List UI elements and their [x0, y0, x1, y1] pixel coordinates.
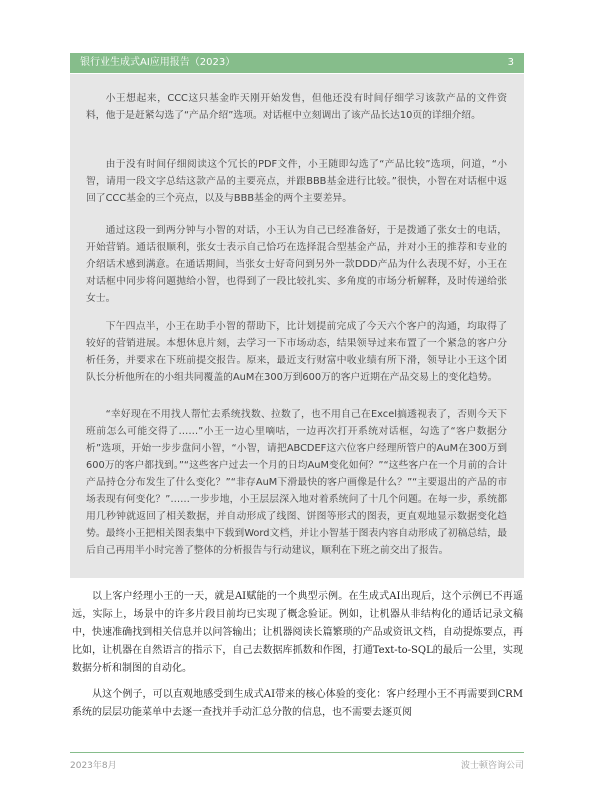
body-paragraph-1: 以上客户经理小王的一天，就是AI赋能的一个典型示例。在生成式AI出现后，这个示例已不再遥远，实际上，场景中的许多片段目前均已实现了概念验证。例如，让机器从非结构化的通话记录文稿中，快速准确找到相关信息并以问答输出；让机器阅读长篇繁琐的产品或资讯文档，自动提炼要点，再比如，让机器在自然语言的指示下，自己去数据库抓数和作图，打通Text-to-SQL的最后一公里，实现数据分析和制图的自动化。 — [72, 591, 523, 674]
footer-date: 2023年8月 — [70, 761, 117, 771]
page-number: 3 — [507, 57, 514, 68]
report-title: 银行业生成式AI应用报告（2023） — [80, 57, 236, 68]
story-paragraph-2: 由于没有时间仔细阅读这个冗长的PDF文件，小王随即勾选了“产品比较”选项，问道，“小智，请用一段文字总结这款产品的主要亮点，并跟BBB基金进行比较。”很快，小智在对话框中返回了CCC基金的三个亮点，以及与BBB基金的两个主要差异。 — [86, 159, 507, 204]
footer-rule — [70, 752, 524, 753]
story-paragraph-5: “幸好现在不用找人帮忙去系统找数、拉数了，也不用自己在Excel搞透视表了，否则今天下班前怎么可能交得了……”小王一边心里嘀咕，一边再次打开系统对话框，勾选了“客户数据分析”选项，开始一步步盘问小智，“小智，请把ABCDEF这六位客户经理所管户的AuM在300万到600万的客户都找到。”“这些客户过去一个月的日均AuM变化如何？”“这些客户在一个月前的合计产品持仓分布发生了什么变化？”“非存AuM下滑最快的客户画像是什么？”“主要退出的产品的市场表现有何变化？”……一步步地，小王层层深入地对着系统问了十几个问题。在每一步，系统都用几秒钟就返回了相关数据，并自动形成了线图、饼图等形式的图表，更直观地显示数据变化趋势。最终小王把相关图表集中下载到Word文档，并让小智基于图表内容自动形成了初稿总结，最后自己再用半小时完善了整体的分析报告与行动建议，顺利在下班之前交出了报告。 — [86, 409, 507, 556]
story-paragraph-4: 下午四点半，小王在助手小智的帮助下，比计划提前完成了今天六个客户的沟通，均取得了较好的营销进展。本想休息片刻，去学习一下市场动态，结果领导过来布置了一个紧急的客户分析任务，并要求在下班前提交报告。原来，最近支行财富中收业绩有所下滑，领导让小王这个团队长分析他所在的小组共同覆盖的AuM在300万到600万的客户近期在产品交易上的变化趋势。 — [86, 321, 507, 383]
story-paragraph-1: 小王想起来，CCC这只基金昨天刚开始发售，但他还没有时间仔细学习该款产品的文件资料，他于是赶紧勾选了“产品介绍”选项。对话框中立刻调出了该产品长达10页的详细介绍。 — [86, 93, 507, 121]
story-box — [70, 74, 524, 578]
body-paragraph-2: 从这个例子，可以直观地感受到生成式AI带来的核心体验的变化：客户经理小王不再需要到CRM系统的层层功能菜单中去逐一查找并手动汇总分散的信息，也不需要去逐页阅 — [72, 689, 523, 718]
header-bar — [70, 53, 524, 73]
story-paragraph-3: 通过这段一到两分钟与小智的对话，小王认为自己已经准备好，于是拨通了张女士的电话，开始营销。通话很顺利，张女士表示自己恰巧在选择混合型基金产品，并对小王的推荐和专业的介绍话术感到满意。在通话期间，当张女士好奇问到另外一款DDD产品为什么表现不好，小王在对话框中同步将问题抛给小智，也得到了一段比较扎实、多角度的市场分析解释，及时传递给张女士。 — [86, 225, 507, 304]
footer-org: 波士顿咨询公司 — [460, 761, 524, 771]
